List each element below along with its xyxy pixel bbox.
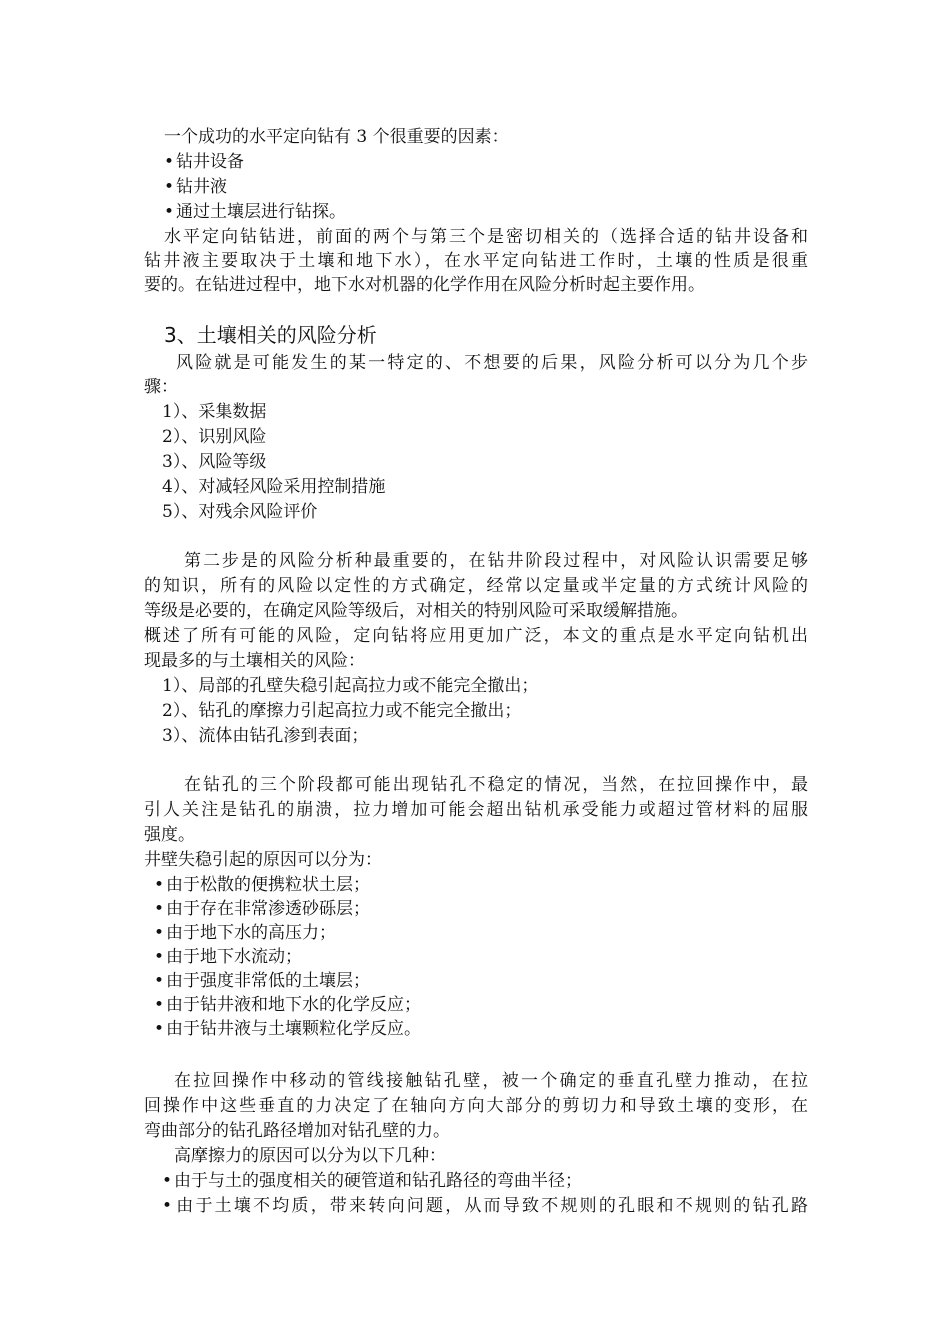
- paragraph-line: 等级是必要的，在确定风险等级后，对相关的特别风险可采取缓解措施。: [144, 601, 688, 621]
- paragraph-line: 在拉回操作中移动的管线接触钻孔壁，被一个确定的垂直孔壁力推动，在拉: [174, 1071, 808, 1091]
- step-item: 2）、识别风险: [162, 427, 267, 447]
- paragraph-line: 钻井液主要取决于土壤和地下水），在水平定向钻进工作时，土壤的性质是很重: [144, 251, 808, 271]
- paragraph-line: 风险就是可能发生的某一特定的、不想要的后果，风险分析可以分为几个步: [176, 353, 808, 373]
- paragraph-line: 要的。在钻进过程中，地下水对机器的化学作用在风险分析时起主要作用。: [144, 275, 705, 295]
- paragraph-line: 第二步是的风险分析种最重要的，在钻井阶段过程中，对风险认识需要足够: [184, 551, 808, 571]
- paragraph-line: 回操作中这些垂直的力决定了在轴向方向大部分的剪切力和导致土壤的变形，在: [144, 1096, 808, 1116]
- risk-item: 3）、流体由钻孔渗到表面；: [162, 726, 369, 746]
- factor-item: • 通过土壤层进行钻探。: [164, 201, 346, 223]
- cause-item: • 由于钻井液和地下水的化学反应；: [154, 994, 421, 1016]
- paragraph-line: 骤：: [144, 377, 178, 397]
- cause-item: • 由于强度非常低的土壤层；: [154, 970, 370, 992]
- friction-item: • 由于土壤不均质，带来转向问题，从而导致不规则的孔眼和不规则的钻孔路: [162, 1195, 808, 1217]
- step-item: 4）、对减轻风险采用控制措施: [162, 477, 386, 497]
- paragraph-line: 井壁失稳引起的原因可以分为：: [144, 850, 382, 870]
- paragraph-line: 引人关注是钻孔的崩溃，拉力增加可能会超出钻机承受能力或超过管材料的屈服: [144, 800, 808, 820]
- risk-item: 2）、钻孔的摩擦力引起高拉力或不能完全撤出；: [162, 701, 522, 721]
- paragraph-line: 现最多的与土壤相关的风险：: [144, 651, 365, 671]
- paragraph-line: 的知识，所有的风险以定性的方式确定，经常以定量或半定量的方式统计风险的: [144, 576, 808, 596]
- paragraph-line: 弯曲部分的钻孔路径增加对钻孔壁的力。: [144, 1121, 450, 1141]
- cause-item: • 由于松散的便携粒状土层；: [154, 874, 370, 896]
- step-item: 1）、采集数据: [162, 402, 267, 422]
- cause-item: • 由于钻井液与土壤颗粒化学反应。: [154, 1018, 421, 1040]
- factors-intro: 一个成功的水平定向钻有 3 个很重要的因素：: [164, 127, 509, 147]
- paragraph-line: 水平定向钻钻进，前面的两个与第三个是密切相关的（选择合适的钻井设备和: [164, 227, 808, 247]
- cause-item: • 由于地下水的高压力；: [154, 922, 336, 944]
- factor-item: • 钻井液: [164, 176, 227, 198]
- paragraph-line: 高摩擦力的原因可以分为以下几种：: [174, 1146, 446, 1166]
- risk-item: 1）、局部的孔壁失稳引起高拉力或不能完全撤出；: [162, 676, 539, 696]
- section-heading: 3、土壤相关的风险分析: [164, 323, 377, 347]
- cause-item: • 由于存在非常渗透砂砾层；: [154, 898, 370, 920]
- paragraph-line: 在钻孔的三个阶段都可能出现钻孔不稳定的情况，当然，在拉回操作中，最: [184, 775, 808, 795]
- paragraph-line: 强度。: [144, 825, 195, 845]
- friction-item: • 由于与土的强度相关的硬管道和钻孔路径的弯曲半径；: [162, 1170, 582, 1192]
- step-item: 3）、风险等级: [162, 452, 267, 472]
- factor-item: • 钻井设备: [164, 151, 244, 173]
- cause-item: • 由于地下水流动；: [154, 946, 302, 968]
- paragraph-line: 概述了所有可能的风险，定向钻将应用更加广泛，本文的重点是水平定向钻机出: [144, 626, 808, 646]
- step-item: 5）、对残余风险评价: [162, 502, 318, 522]
